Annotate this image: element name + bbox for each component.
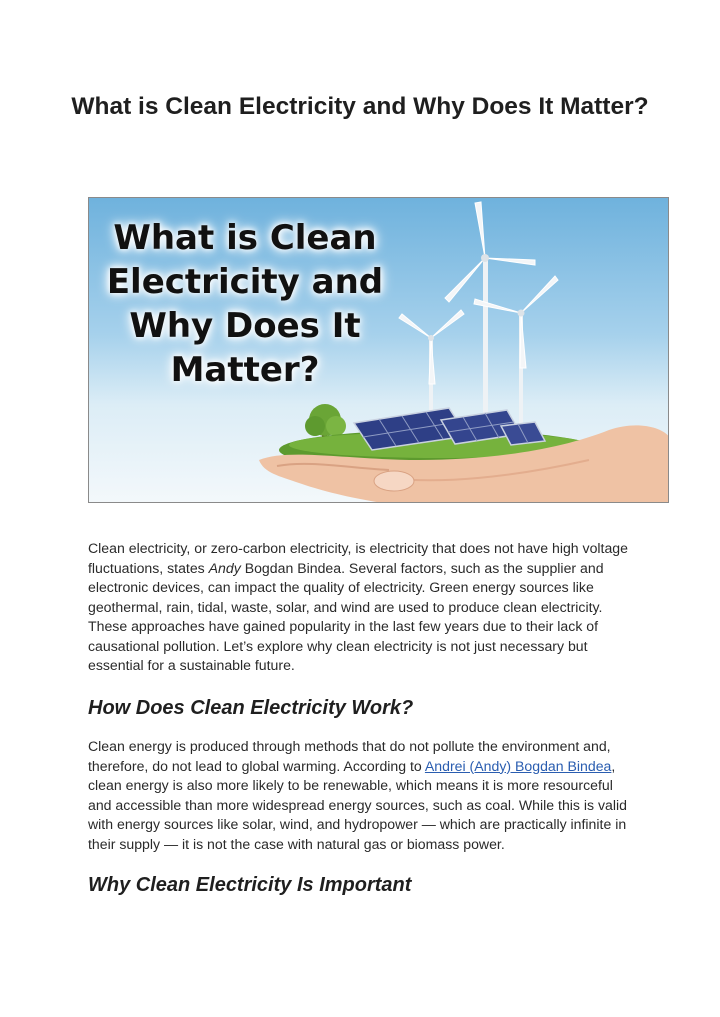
section-heading-how: How Does Clean Electricity Work? [88,697,414,719]
section-heading-why: Why Clean Electricity Is Important [88,874,412,896]
intro-italic-name: Andy [208,559,241,576]
intro-paragraph [88,539,636,676]
section1-text-start: Clean energy is produced through methods that do not pollute the environment and, therefore, do not lead to global warming. According to [88,738,611,774]
intro-text-start: Clean electricity, or zero-carbon electricity, is electricity that does not have high voltage fluctuations, states [88,540,628,576]
page-title: What is Clean Electricity and Why Does It Matter? [71,93,649,120]
section1-paragraph [88,737,636,854]
section1-text-end: , clean energy is also more likely to be renewable, which means it is more resourceful and accessible than more widespread energy sources, such as coal. While this is valid with energy sources like solar, wind, and hydropower — which are practically infinite in their supply — it is not the case with natural gas or biomass power. [88,757,627,852]
hero-overlay-text: What is Clean Electricity and Why Does It Matter? [106,218,384,390]
intro-text-end: Bogdan Bindea. Several factors, such as the supplier and electronic devices, can impact the quality of electricity. Green energy sources like geothermal, rain, tidal, waste, solar, and wind are used to produce clean electricity. These approaches have gained popularity in the last few years due to their lack of causational pollution. Let’s explore why clean electricity is not just necessary but essential for a sustainable future. [88,559,604,673]
hero-image [88,197,669,503]
author-link[interactable]: Andrei (Andy) Bogdan Bindea [424,757,612,774]
